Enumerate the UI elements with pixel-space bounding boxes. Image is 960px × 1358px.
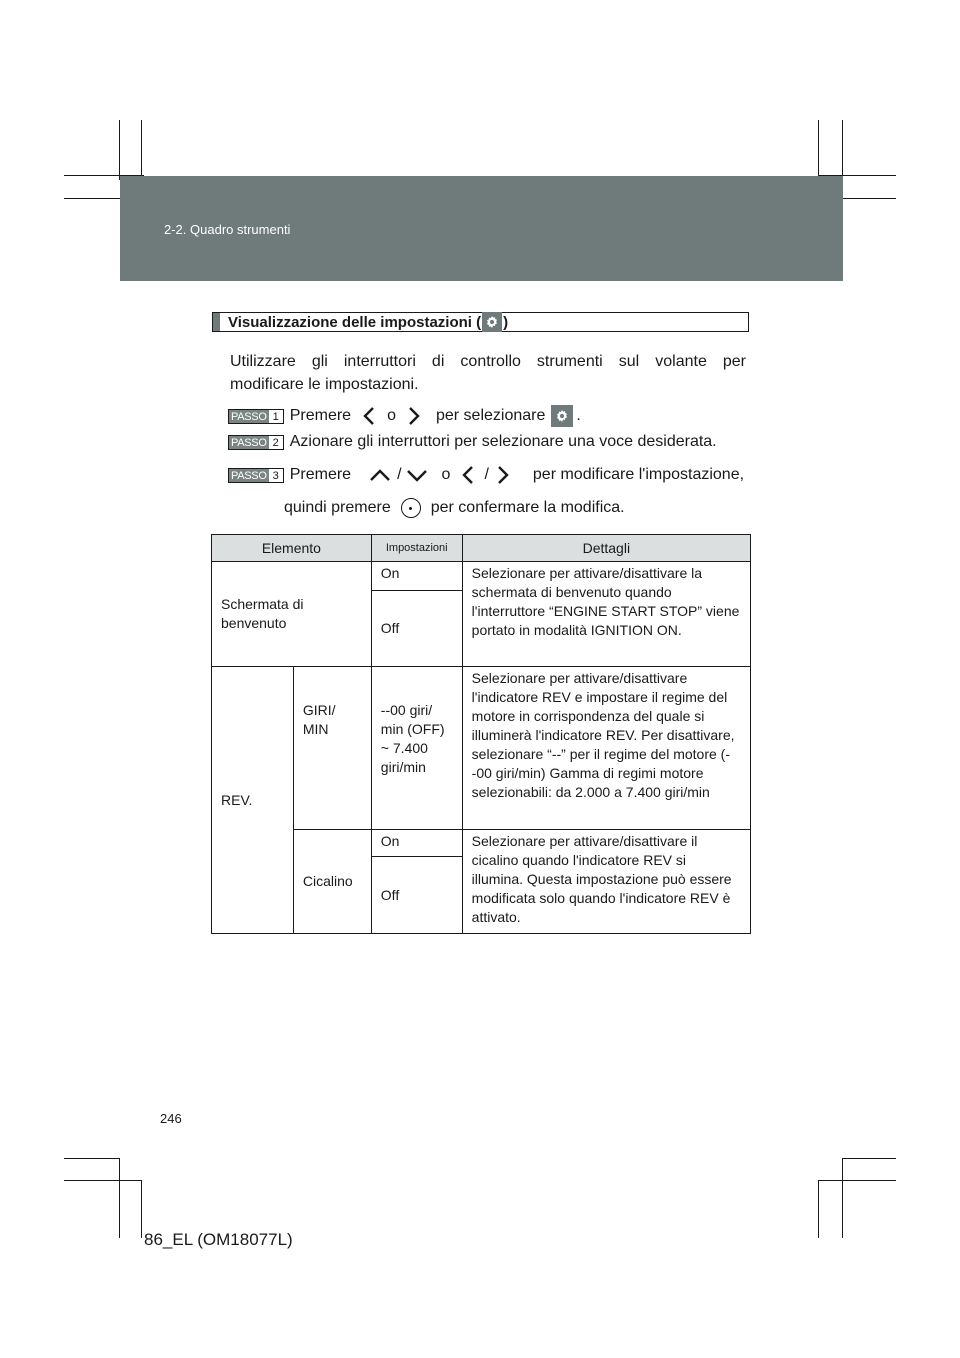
- title-bar: [213, 313, 220, 331]
- gear-icon: [482, 312, 502, 332]
- step-1: PASSO 1 Premere o per selezionare .: [228, 405, 581, 427]
- step-badge: PASSO 3: [228, 468, 284, 483]
- document-code: 86_EL (OM18077L): [144, 1230, 293, 1249]
- gear-icon: [551, 405, 573, 427]
- crop-mark: [141, 1180, 142, 1238]
- settings-table: [211, 534, 751, 934]
- crop-mark: [119, 120, 120, 180]
- option-off: Off: [380, 620, 400, 636]
- step-badge: PASSO 1: [228, 409, 284, 424]
- section-title: [212, 312, 749, 332]
- item-welcome: Schermata di benvenuto: [221, 596, 304, 631]
- chevron-down-icon: [402, 464, 432, 486]
- chapter-header: [120, 176, 843, 281]
- crop-mark: [818, 1180, 819, 1238]
- chapter-title: 2-2. Quadro strumenti: [164, 222, 291, 237]
- option-on: On: [380, 565, 400, 581]
- step-3: PASSO 3 Premere / o / per modificare l'impostazione,: [228, 464, 744, 486]
- table-row: [212, 562, 751, 591]
- column-header: Dettagli: [462, 535, 750, 562]
- crop-mark: [818, 1180, 896, 1181]
- chevron-left-icon: [450, 464, 484, 486]
- option-range: --00 giri/ min (OFF) ~ 7.400 giri/min: [380, 702, 445, 775]
- intro-line-1: Utilizzare gli interruttori di controllo strumenti sul volante per: [230, 353, 746, 370]
- item-rev: REV.: [221, 791, 253, 808]
- column-header: Elemento: [212, 535, 372, 562]
- crop-mark: [64, 1158, 120, 1159]
- chevron-right-icon: [489, 464, 519, 486]
- crop-mark: [119, 1158, 120, 1238]
- table-header-row: [212, 535, 751, 562]
- crop-mark: [842, 120, 843, 180]
- detail-giri: Selezionare per attivare/disattivare l'indicatore REV e impostare il regime del motore in corrispondenza del quale si illuminerà l'indicatore REV. Per disattivare, selezionare “--” per il regime del motore (--00 giri/min) Gamma di regimi motore selezionabili: da 2.000 a 7.400 giri/min: [471, 670, 735, 800]
- crop-mark: [842, 1158, 843, 1238]
- intro-line-2: modificare le impostazioni.: [230, 376, 419, 393]
- crop-mark: [64, 1180, 142, 1181]
- chevron-right-icon: [396, 405, 430, 427]
- section-title-text: Visualizzazione delle impostazioni ( ): [228, 313, 509, 331]
- chevron-left-icon: [353, 405, 387, 427]
- step-2: PASSO 2 Azionare gli interruttori per selezionare una voce desiderata.: [228, 433, 717, 451]
- option-off: Off: [380, 886, 400, 903]
- chevron-up-icon: [363, 464, 397, 486]
- option-on: On: [380, 833, 400, 849]
- detail-cicalino: Selezionare per attivare/disattivare il cicalino quando l'indicatore REV si illumina. Questa impostazione può essere modificata solo quando l'indicatore REV è attivato.: [471, 833, 732, 925]
- step-3-line-2: quindi premere per confermare la modifica.: [284, 499, 625, 516]
- sub-item-cicalino: Cicalino: [302, 873, 353, 889]
- table-row: [212, 667, 751, 830]
- ok-button-icon: [401, 498, 421, 518]
- column-header: Impostazioni: [371, 535, 462, 562]
- sub-item-giri: GIRI/ MIN: [302, 702, 336, 737]
- page-number: 246: [160, 1111, 182, 1126]
- crop-mark: [842, 1158, 896, 1159]
- step-badge: PASSO 2: [228, 435, 284, 450]
- detail-welcome: Selezionare per attivare/disattivare la schermata di benvenuto quando l'interruttore “ENGINE START STOP” viene portato in modalità IGNITION ON.: [471, 565, 740, 638]
